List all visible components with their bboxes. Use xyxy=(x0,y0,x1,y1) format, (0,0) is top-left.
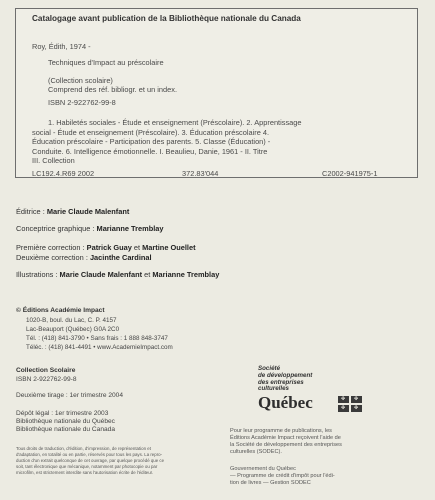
legal-notice-line: microfilm, est strictement interdite sans l'autorisation écrite de l'éditeur. xyxy=(16,469,154,475)
credit-design xyxy=(16,224,163,233)
cip-subject-line: III. Collection xyxy=(32,156,75,166)
legal-notice-line: soit, tant électronique que mécanique, notamment par photocopie ou par xyxy=(16,463,158,469)
legal-deposit: Dépôt légal : 1er trimestre 2003 xyxy=(16,410,109,417)
credit-and: et xyxy=(131,243,143,252)
library-canada: Bibliothèque nationale du Canada xyxy=(16,426,115,433)
credit-illus-name1: Marie Claude Malenfant xyxy=(59,270,143,279)
government-text xyxy=(230,466,420,487)
printing-info: Deuxième tirage : 1er trimestre 2004 xyxy=(16,392,124,399)
government-line: tion de livres — Gestion SODEC xyxy=(230,480,311,486)
funding-line: culturelles (SODEC). xyxy=(230,449,282,455)
legal-notice-line: duction d'un extrait quelconque de cet ouvrage, par quelque procédé que ce xyxy=(16,457,165,463)
legal-notice-line: Tous droits de traduction, d'édition, d'impression, de représentation et xyxy=(16,446,151,451)
legal-notice-line: d'adaptation, en totalité ou en partie, réservés pour tous les pays. La repro- xyxy=(16,451,163,457)
sodec-text xyxy=(258,366,368,393)
sodec-line: de développement xyxy=(258,371,313,379)
credit-illustrations xyxy=(16,270,219,279)
cip-title: Catalogage avant publication de la Bibliothèque nationale du Canada xyxy=(32,14,301,23)
cip-author: Roy, Édith, 1974 - xyxy=(32,42,91,51)
credit-design-label: Conceptrice graphique : xyxy=(16,224,97,233)
publisher-phone: Tél. : (418) 841-3790 • Sans frais : 1 888 848-3747 xyxy=(26,335,168,342)
publisher-address-line: Lac-Beauport (Québec) G0A 2C0 xyxy=(26,326,120,333)
credit-editor-label: Éditrice : xyxy=(16,207,47,216)
credit-illus-name2: Marianne Tremblay xyxy=(152,270,220,279)
government-line: — Programme de crédit d'impôt pour l'édi- xyxy=(230,473,335,479)
collection-isbn: ISBN 2-922762-99-8 xyxy=(16,376,77,383)
credit-and: et xyxy=(142,270,153,279)
quebec-wordmark: Québec xyxy=(258,393,313,412)
government-line: Gouvernement du Québec xyxy=(230,466,296,472)
credit-second-proof-label: Deuxième correction : xyxy=(16,253,90,262)
credit-first-proof-label: Première correction : xyxy=(16,243,87,252)
cip-control-number: C2002-941975-1 xyxy=(322,169,378,178)
cip-subject-line: Éducation préscolaire - Participation des parents. 5. Classe (Éducation) - xyxy=(32,137,271,147)
credit-editor-name: Marie Claude Malenfant xyxy=(46,207,130,216)
credit-second-proof xyxy=(16,253,152,262)
sodec-line: culturelles xyxy=(258,385,289,393)
credit-editor xyxy=(16,207,129,216)
sodec-line: Société xyxy=(258,365,281,372)
funding-line: Pour leur programme de publications, les xyxy=(230,428,332,434)
credit-second-proof-name: Jacinthe Cardinal xyxy=(89,253,152,262)
cip-series: (Collection scolaire) xyxy=(48,76,113,85)
cip-subject-line: 1. Habiletés sociales - Étude et enseignement (Préscolaire). 2. Apprentissage xyxy=(48,118,302,127)
collection-name: Collection Scolaire xyxy=(16,367,76,374)
credit-first-proof-name2: Martine Ouellet xyxy=(142,243,196,252)
credit-first-proof-name1: Patrick Guay xyxy=(86,243,132,252)
cip-subject-line: Conduite. 6. Intelligence émotionnelle. I. Beaulieu, Danie, 1961 - II. Titre xyxy=(32,146,268,156)
publisher-block xyxy=(16,307,173,351)
funding-line: Éditions Académie Impact reçoivent l'aide de xyxy=(230,435,341,441)
cip-notes: Comprend des réf. bibliogr. et un index. xyxy=(48,85,178,94)
cip-book-title: Techniques d'Impact au préscolaire xyxy=(48,58,164,67)
library-quebec: Bibliothèque nationale du Québec xyxy=(16,418,115,425)
cip-subject-line: social - Étude et enseignement (Préscolaire). 3. Éducation préscolaire 4. xyxy=(32,127,270,137)
publisher-name: © Éditions Académie Impact xyxy=(16,307,105,314)
publisher-address-line: 1020-B, boul. du Lac, C. P. 4157 xyxy=(26,317,117,324)
cip-record-box xyxy=(15,8,418,178)
funding-text xyxy=(230,428,420,456)
publisher-fax-web: Téléc. : (418) 841-4491 • www.AcademieImpact.com xyxy=(26,344,173,351)
credit-first-proof xyxy=(16,243,196,252)
cip-subjects xyxy=(32,118,422,166)
cip-isbn: ISBN 2-922762-99-8 xyxy=(48,98,116,107)
funding-line: la Société de développement des entreprises xyxy=(230,442,342,448)
cip-lc-number: LC192.4.R69 2002 xyxy=(32,169,95,178)
cip-dewey: 372.83'044 xyxy=(182,169,219,178)
credit-design-name: Marianne Tremblay xyxy=(96,224,164,233)
legal-notice xyxy=(16,446,221,476)
sodec-line: des entreprises xyxy=(258,378,304,386)
credit-illus-label: Illustrations : xyxy=(16,270,60,279)
